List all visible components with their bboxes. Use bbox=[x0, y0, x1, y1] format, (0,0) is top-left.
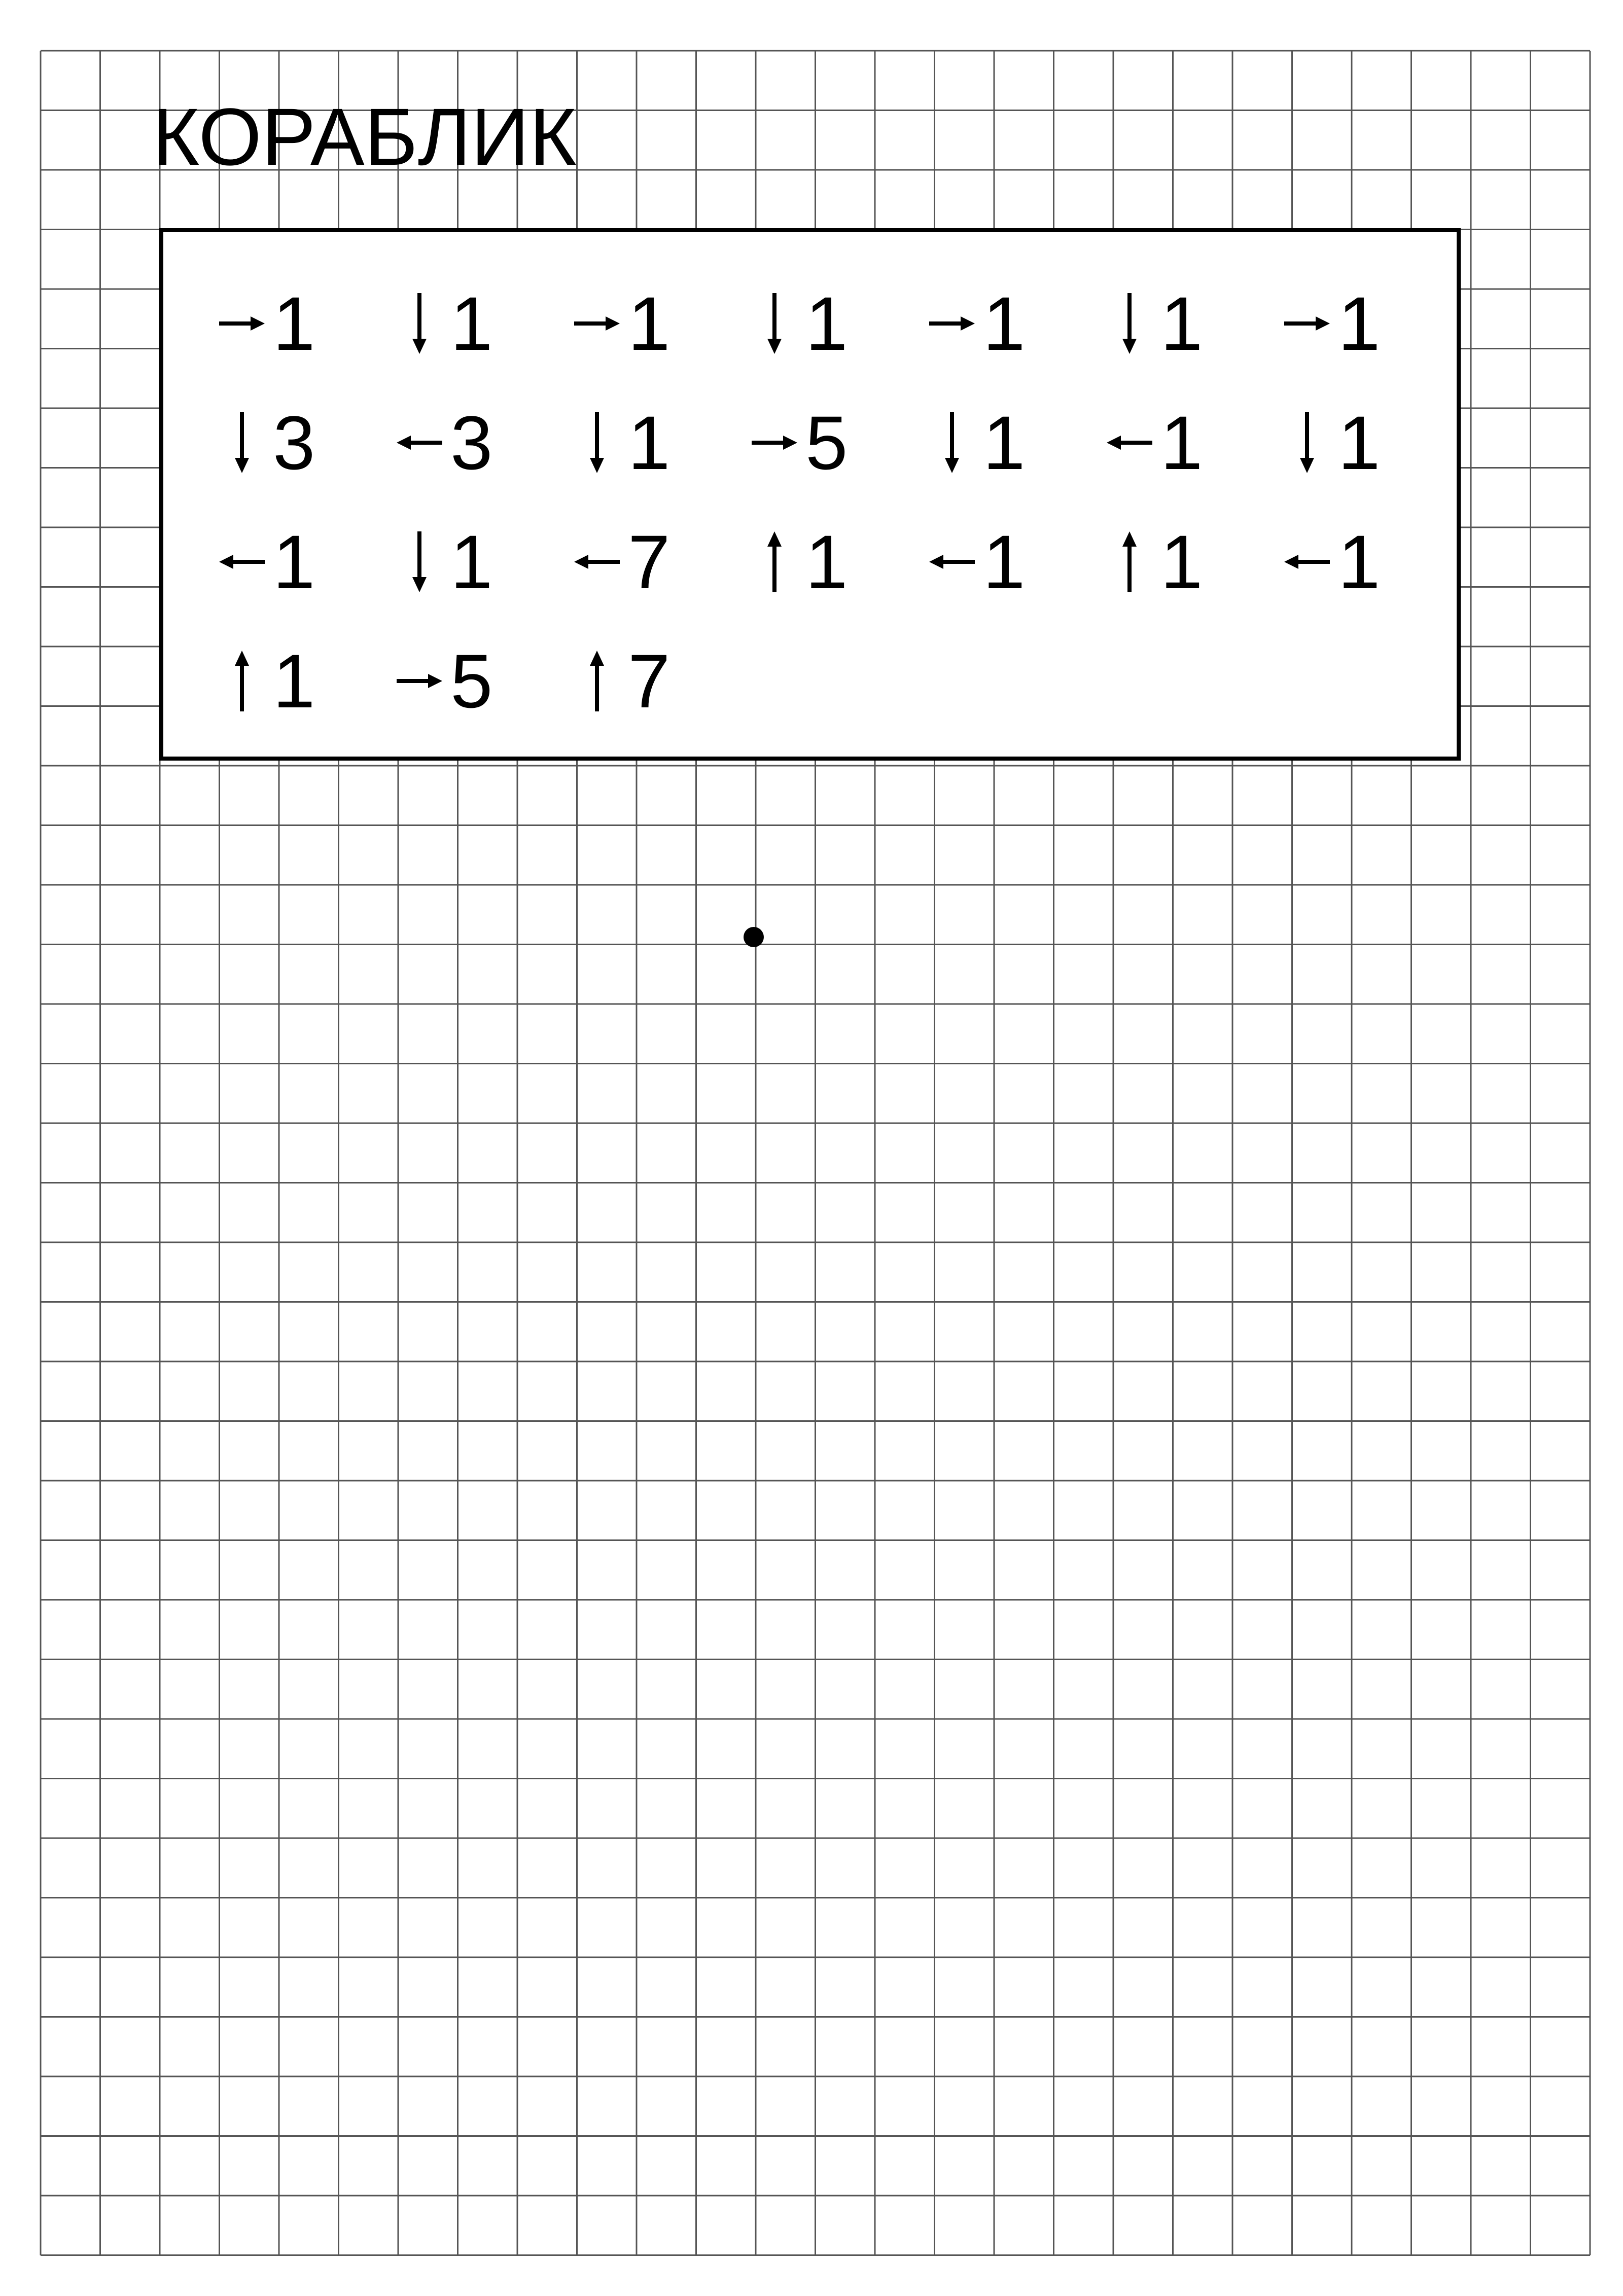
step-count: 5 bbox=[805, 400, 848, 485]
instruction-step bbox=[214, 397, 366, 488]
instruction-step bbox=[1279, 516, 1431, 607]
instruction-step bbox=[924, 397, 1076, 488]
step-count: 1 bbox=[983, 400, 1026, 485]
step-count: 1 bbox=[1160, 519, 1203, 604]
instruction-step bbox=[392, 635, 544, 727]
step-count: 1 bbox=[450, 281, 493, 366]
instruction-step bbox=[392, 516, 544, 607]
arrow-up-icon bbox=[747, 526, 802, 597]
instruction-step bbox=[924, 516, 1076, 607]
arrow-right-icon bbox=[1279, 288, 1335, 359]
instruction-step bbox=[1102, 278, 1254, 369]
instruction-step bbox=[214, 278, 366, 369]
instruction-step bbox=[392, 397, 544, 488]
arrow-right-icon bbox=[392, 645, 447, 716]
instruction-step bbox=[392, 278, 544, 369]
instruction-step bbox=[214, 516, 366, 607]
step-count: 1 bbox=[805, 519, 848, 604]
instruction-step bbox=[924, 278, 1076, 369]
arrow-down-icon bbox=[214, 407, 270, 478]
instruction-step bbox=[214, 635, 366, 727]
arrow-right-icon bbox=[569, 288, 625, 359]
arrow-right-icon bbox=[214, 288, 270, 359]
step-count: 5 bbox=[450, 638, 493, 724]
instruction-step bbox=[569, 278, 721, 369]
step-count: 1 bbox=[1160, 400, 1203, 485]
step-count: 1 bbox=[273, 281, 315, 366]
step-count: 1 bbox=[1160, 281, 1203, 366]
instruction-step bbox=[569, 397, 721, 488]
step-count: 7 bbox=[628, 519, 671, 604]
step-count: 1 bbox=[628, 400, 671, 485]
arrow-up-icon bbox=[1102, 526, 1157, 597]
instruction-step bbox=[747, 397, 899, 488]
step-count: 1 bbox=[805, 281, 848, 366]
step-count: 7 bbox=[628, 638, 671, 724]
step-count: 1 bbox=[628, 281, 671, 366]
instruction-step bbox=[1279, 278, 1431, 369]
instruction-step bbox=[1102, 516, 1254, 607]
step-count: 3 bbox=[450, 400, 493, 485]
arrow-left-icon bbox=[1279, 526, 1335, 597]
instruction-step bbox=[1102, 397, 1254, 488]
worksheet-title: КОРАБЛИК bbox=[152, 91, 577, 182]
instruction-step bbox=[569, 516, 721, 607]
arrow-down-icon bbox=[392, 526, 447, 597]
arrow-down-icon bbox=[747, 288, 802, 359]
arrow-down-icon bbox=[924, 407, 980, 478]
step-count: 1 bbox=[983, 281, 1026, 366]
arrow-left-icon bbox=[1102, 407, 1157, 478]
arrow-left-icon bbox=[569, 526, 625, 597]
instruction-step bbox=[747, 516, 899, 607]
arrow-up-icon bbox=[569, 645, 625, 716]
arrow-down-icon bbox=[1102, 288, 1157, 359]
step-count: 1 bbox=[983, 519, 1026, 604]
arrow-right-icon bbox=[924, 288, 980, 359]
step-count: 1 bbox=[1338, 400, 1381, 485]
arrow-right-icon bbox=[747, 407, 802, 478]
start-point-dot bbox=[744, 927, 764, 947]
arrow-down-icon bbox=[1279, 407, 1335, 478]
instruction-step bbox=[569, 635, 721, 727]
step-count: 1 bbox=[1338, 519, 1381, 604]
step-count: 1 bbox=[450, 519, 493, 604]
arrow-left-icon bbox=[214, 526, 270, 597]
arrow-down-icon bbox=[392, 288, 447, 359]
step-count: 1 bbox=[273, 638, 315, 724]
step-count: 1 bbox=[1338, 281, 1381, 366]
instruction-step bbox=[1279, 397, 1431, 488]
step-count: 3 bbox=[273, 400, 315, 485]
step-count: 1 bbox=[273, 519, 315, 604]
instruction-step bbox=[747, 278, 899, 369]
arrow-up-icon bbox=[214, 645, 270, 716]
arrow-down-icon bbox=[569, 407, 625, 478]
arrow-left-icon bbox=[924, 526, 980, 597]
instruction-box bbox=[159, 228, 1461, 761]
arrow-left-icon bbox=[392, 407, 447, 478]
